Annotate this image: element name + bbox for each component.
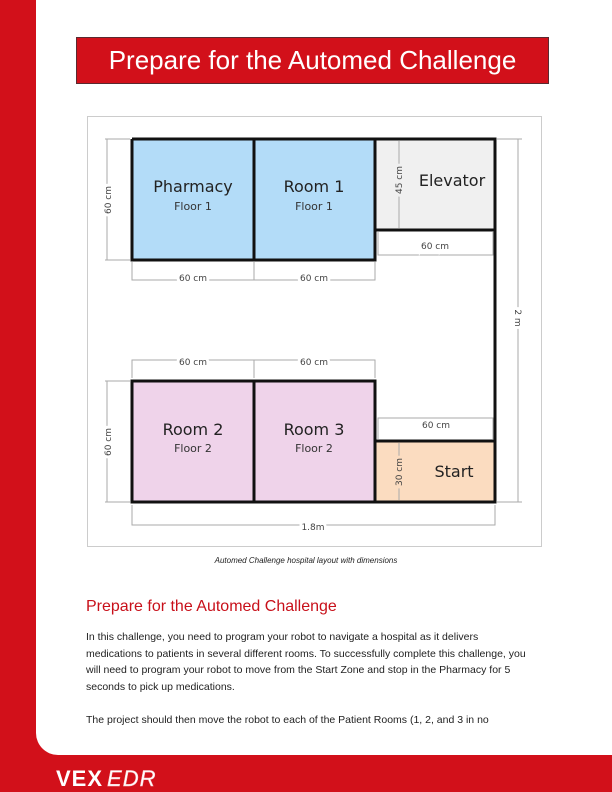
paragraph: The project should then move the robot to each of the Patient Rooms (1, 2, and 3 in no [86,714,489,726]
logo-sub: EDR [107,766,157,791]
room-label: Room 2 [162,420,224,439]
dim-label: 60 cm [420,242,450,252]
dim-label: 1.8m [301,523,325,533]
vex-edr-logo [56,766,156,792]
dim-label: 45 cm [395,165,405,195]
dim-label: 60 cm [421,421,451,431]
figure-caption: Automed Challenge hospital layout with dimensions [214,556,398,565]
floor-label: Floor 2 [174,442,212,455]
floor-label: Floor 1 [174,200,212,213]
dim-label: 60 cm [178,274,208,284]
dim-label: 60 cm [299,274,329,284]
room-label: Start [434,462,474,481]
dim-label: 2 m [512,309,522,327]
logo-brand: VEX [56,766,104,791]
dim-label: 60 cm [178,358,208,368]
section-heading: Prepare for the Automed Challenge [86,598,337,615]
page-title: Prepare for the Automed Challenge [76,37,549,84]
dim-label: 60 cm [104,427,114,457]
room-label: Room 1 [283,177,345,196]
room-label: Pharmacy [153,177,233,196]
floor-label: Floor 1 [295,200,333,213]
dim-label: 30 cm [395,457,405,487]
dim-label: 60 cm [299,358,329,368]
floor-label: Floor 2 [295,442,333,455]
dim-label: 60 cm [104,185,114,215]
paragraph: In this challenge, you need to program your robot to navigate a hospital as it delivers medications to patients in several different rooms. To successfully complete this challenge, you will need to program your robot to move from the Start Zone and stop in the Pharmacy for 5 seconds to pick up medications. [86,631,526,694]
room-label: Elevator [418,171,486,190]
room-label: Room 3 [283,420,345,439]
